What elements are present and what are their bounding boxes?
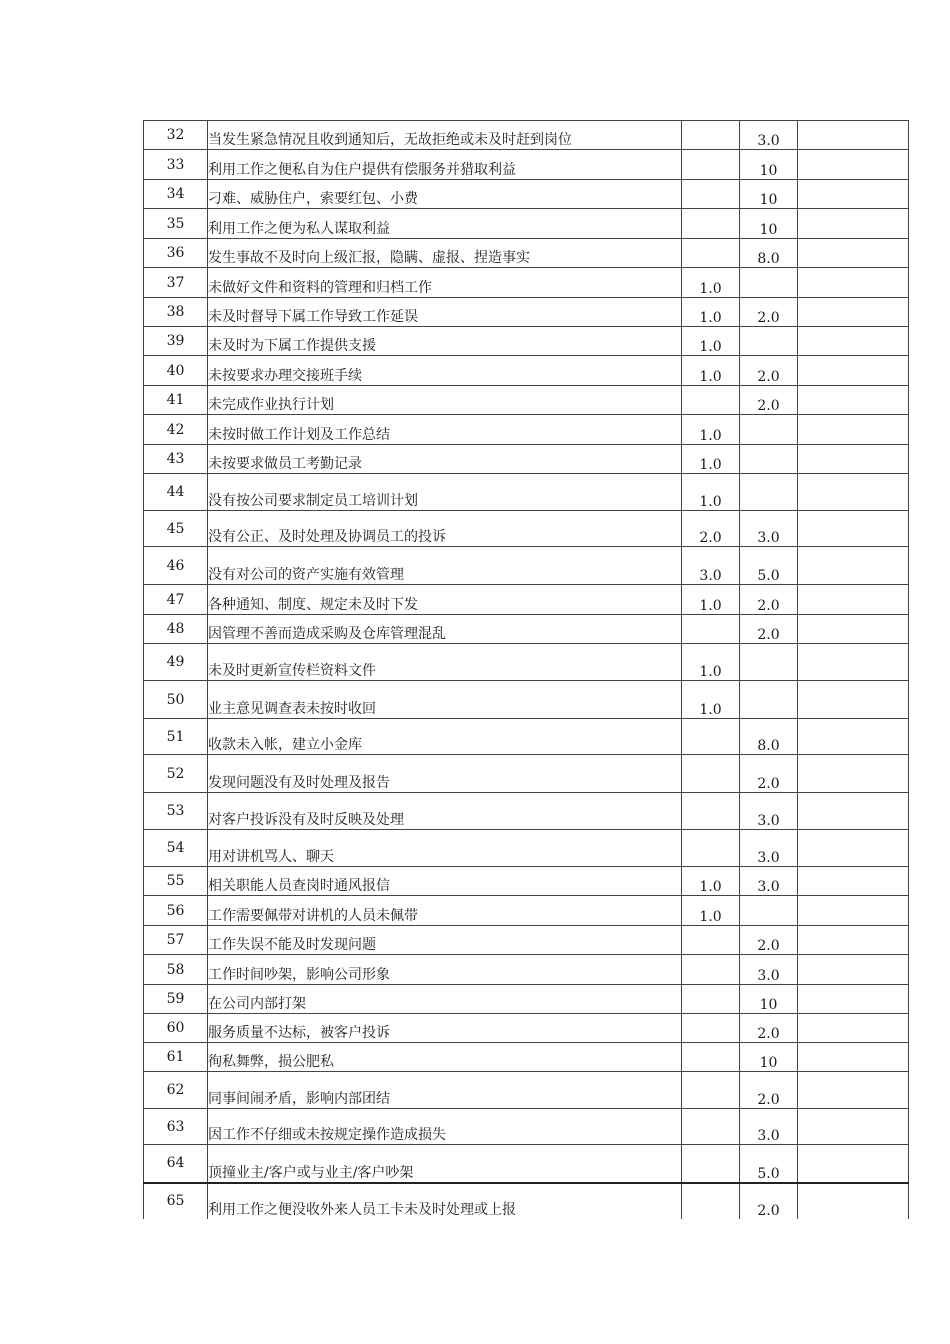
table-row [144, 356, 909, 386]
row-remark [798, 209, 909, 239]
row-remark [798, 755, 909, 793]
table-row [144, 445, 909, 474]
row-number: 41 [144, 386, 208, 415]
row-description: 各种通知、制度、规定未及时下发 [208, 585, 682, 615]
table-row [144, 386, 909, 415]
row-score-b [740, 415, 798, 445]
row-number: 33 [144, 150, 208, 180]
table-row [144, 1072, 909, 1109]
penalty-table [143, 120, 909, 1219]
row-description: 未及时为下属工作提供支援 [208, 327, 682, 356]
table-row [144, 1109, 909, 1145]
row-score-a: 1.0 [682, 644, 740, 681]
row-description: 工作时间吵架，影响公司形象 [208, 955, 682, 985]
table-row [144, 547, 909, 585]
row-remark [798, 121, 909, 150]
row-number: 60 [144, 1014, 208, 1043]
row-score-b: 2.0 [740, 1183, 798, 1219]
table-row [144, 867, 909, 896]
row-description: 未完成作业执行计划 [208, 386, 682, 415]
row-number: 53 [144, 793, 208, 830]
row-number: 54 [144, 830, 208, 867]
table-row [144, 793, 909, 830]
row-score-b [740, 681, 798, 719]
row-number: 38 [144, 298, 208, 327]
row-score-a [682, 1145, 740, 1183]
row-remark [798, 445, 909, 474]
table-row [144, 239, 909, 268]
row-score-b: 3.0 [740, 867, 798, 896]
row-number: 36 [144, 239, 208, 268]
row-description: 未及时督导下属工作导致工作延误 [208, 298, 682, 327]
row-score-a: 1.0 [682, 585, 740, 615]
row-remark [798, 150, 909, 180]
row-description: 未按要求做员工考勤记录 [208, 445, 682, 474]
row-remark [798, 896, 909, 926]
row-score-b [740, 327, 798, 356]
row-description: 顶撞业主/客户或与业主/客户吵架 [208, 1145, 682, 1183]
row-description: 未按时做工作计划及工作总结 [208, 415, 682, 445]
row-score-a [682, 755, 740, 793]
row-score-a: 1.0 [682, 327, 740, 356]
row-remark [798, 511, 909, 547]
row-number: 43 [144, 445, 208, 474]
row-score-a [682, 1043, 740, 1072]
row-score-b: 2.0 [740, 755, 798, 793]
row-score-a [682, 239, 740, 268]
row-number: 32 [144, 121, 208, 150]
row-score-a: 1.0 [682, 268, 740, 298]
row-description: 没有对公司的资产实施有效管理 [208, 547, 682, 585]
row-score-a: 1.0 [682, 298, 740, 327]
row-remark [798, 415, 909, 445]
row-description: 业主意见调查表未按时收回 [208, 681, 682, 719]
row-description: 没有公正、及时处理及协调员工的投诉 [208, 511, 682, 547]
row-description: 工作需要佩带对讲机的人员未佩带 [208, 896, 682, 926]
row-remark [798, 1072, 909, 1109]
row-score-b: 10 [740, 209, 798, 239]
row-score-b [740, 474, 798, 511]
row-description: 相关职能人员查岗时通风报信 [208, 867, 682, 896]
row-remark [798, 474, 909, 511]
table-row [144, 585, 909, 615]
table-row [144, 150, 909, 180]
row-remark [798, 681, 909, 719]
row-score-b: 2.0 [740, 298, 798, 327]
row-description: 刁难、威胁住户，索要红包、小费 [208, 180, 682, 209]
row-number: 35 [144, 209, 208, 239]
row-score-a: 1.0 [682, 867, 740, 896]
row-description: 工作失误不能及时发现问题 [208, 926, 682, 955]
row-score-b: 10 [740, 985, 798, 1014]
row-remark [798, 327, 909, 356]
row-remark [798, 867, 909, 896]
row-number: 40 [144, 356, 208, 386]
row-score-a [682, 793, 740, 830]
row-number: 47 [144, 585, 208, 615]
row-score-a [682, 955, 740, 985]
row-remark [798, 1109, 909, 1145]
row-remark [798, 1014, 909, 1043]
row-score-b: 5.0 [740, 547, 798, 585]
row-number: 55 [144, 867, 208, 896]
row-description: 发现问题没有及时处理及报告 [208, 755, 682, 793]
row-description: 用对讲机骂人、聊天 [208, 830, 682, 867]
row-number: 34 [144, 180, 208, 209]
row-score-a [682, 719, 740, 755]
row-number: 48 [144, 615, 208, 644]
table-row [144, 719, 909, 755]
row-remark [798, 356, 909, 386]
row-remark [798, 830, 909, 867]
table-row [144, 1183, 909, 1219]
row-remark [798, 180, 909, 209]
row-score-a: 3.0 [682, 547, 740, 585]
table-row [144, 415, 909, 445]
row-remark [798, 644, 909, 681]
row-number: 39 [144, 327, 208, 356]
table-row [144, 1145, 909, 1183]
row-score-b: 8.0 [740, 239, 798, 268]
row-remark [798, 985, 909, 1014]
row-score-b: 10 [740, 150, 798, 180]
row-number: 63 [144, 1109, 208, 1145]
table-row [144, 327, 909, 356]
row-score-a: 1.0 [682, 445, 740, 474]
row-number: 61 [144, 1043, 208, 1072]
row-score-b: 2.0 [740, 1014, 798, 1043]
row-number: 65 [144, 1183, 208, 1219]
row-score-b: 2.0 [740, 356, 798, 386]
row-remark [798, 793, 909, 830]
table-row [144, 644, 909, 681]
table-row [144, 298, 909, 327]
table-row [144, 896, 909, 926]
row-description: 徇私舞弊，损公肥私 [208, 1043, 682, 1072]
row-score-a [682, 1109, 740, 1145]
row-score-a [682, 386, 740, 415]
row-score-b: 10 [740, 180, 798, 209]
row-description: 在公司内部打架 [208, 985, 682, 1014]
row-score-a [682, 1014, 740, 1043]
row-number: 62 [144, 1072, 208, 1109]
table-row [144, 615, 909, 644]
row-score-b: 3.0 [740, 955, 798, 985]
row-score-b: 2.0 [740, 1072, 798, 1109]
table-row [144, 1014, 909, 1043]
row-score-b: 3.0 [740, 121, 798, 150]
row-score-a [682, 121, 740, 150]
row-number: 50 [144, 681, 208, 719]
row-number: 44 [144, 474, 208, 511]
row-score-b [740, 896, 798, 926]
table-row [144, 511, 909, 547]
row-score-a: 1.0 [682, 681, 740, 719]
row-score-a: 2.0 [682, 511, 740, 547]
row-description: 利用工作之便为私人谋取利益 [208, 209, 682, 239]
row-score-a [682, 926, 740, 955]
row-score-b: 2.0 [740, 926, 798, 955]
table-row [144, 926, 909, 955]
row-score-b: 10 [740, 1043, 798, 1072]
row-description: 当发生紧急情况且收到通知后，无故拒绝或未及时赶到岗位 [208, 121, 682, 150]
row-score-a: 1.0 [682, 474, 740, 511]
row-score-a [682, 985, 740, 1014]
row-score-a: 1.0 [682, 356, 740, 386]
row-score-b: 3.0 [740, 793, 798, 830]
row-number: 49 [144, 644, 208, 681]
row-score-a [682, 209, 740, 239]
row-score-b [740, 268, 798, 298]
row-description: 利用工作之便没收外来人员工卡未及时处理或上报 [208, 1183, 682, 1219]
row-number: 51 [144, 719, 208, 755]
row-description: 同事间闹矛盾，影响内部团结 [208, 1072, 682, 1109]
row-score-b: 3.0 [740, 1109, 798, 1145]
row-score-a: 1.0 [682, 896, 740, 926]
row-score-b: 3.0 [740, 511, 798, 547]
penalty-table-body [144, 121, 909, 1219]
row-score-b [740, 644, 798, 681]
row-number: 45 [144, 511, 208, 547]
row-remark [798, 955, 909, 985]
row-description: 利用工作之便私自为住户提供有偿服务并猎取利益 [208, 150, 682, 180]
row-score-a: 1.0 [682, 415, 740, 445]
table-row [144, 121, 909, 150]
row-description: 因管理不善而造成采购及仓库管理混乱 [208, 615, 682, 644]
row-number: 46 [144, 547, 208, 585]
row-number: 52 [144, 755, 208, 793]
row-description: 服务质量不达标，被客户投诉 [208, 1014, 682, 1043]
row-score-b: 5.0 [740, 1145, 798, 1183]
row-remark [798, 386, 909, 415]
table-row [144, 985, 909, 1014]
row-score-b: 2.0 [740, 615, 798, 644]
row-remark [798, 1183, 909, 1219]
row-remark [798, 615, 909, 644]
table-row [144, 474, 909, 511]
row-remark [798, 926, 909, 955]
row-number: 56 [144, 896, 208, 926]
table-row [144, 1043, 909, 1072]
row-score-a [682, 1183, 740, 1219]
row-description: 收款未入帐，建立小金库 [208, 719, 682, 755]
row-remark [798, 1145, 909, 1183]
row-remark [798, 719, 909, 755]
row-score-a [682, 180, 740, 209]
row-remark [798, 585, 909, 615]
row-description: 因工作不仔细或未按规定操作造成损失 [208, 1109, 682, 1145]
row-score-b: 2.0 [740, 386, 798, 415]
row-remark [798, 239, 909, 268]
row-number: 37 [144, 268, 208, 298]
row-remark [798, 1043, 909, 1072]
table-row [144, 268, 909, 298]
row-description: 发生事故不及时向上级汇报，隐瞒、虚报、捏造事实 [208, 239, 682, 268]
row-score-b: 8.0 [740, 719, 798, 755]
row-score-a [682, 150, 740, 180]
row-number: 57 [144, 926, 208, 955]
table-row [144, 180, 909, 209]
row-description: 未及时更新宣传栏资料文件 [208, 644, 682, 681]
row-number: 58 [144, 955, 208, 985]
table-row [144, 955, 909, 985]
row-number: 59 [144, 985, 208, 1014]
row-description: 对客户投诉没有及时反映及处理 [208, 793, 682, 830]
row-score-a [682, 615, 740, 644]
row-remark [798, 547, 909, 585]
row-number: 64 [144, 1145, 208, 1183]
row-description: 未按要求办理交接班手续 [208, 356, 682, 386]
row-description: 没有按公司要求制定员工培训计划 [208, 474, 682, 511]
row-score-b: 3.0 [740, 830, 798, 867]
row-remark [798, 298, 909, 327]
table-row [144, 830, 909, 867]
row-number: 42 [144, 415, 208, 445]
table-row [144, 681, 909, 719]
row-score-a [682, 830, 740, 867]
table-row [144, 209, 909, 239]
table-row [144, 755, 909, 793]
row-score-a [682, 1072, 740, 1109]
row-remark [798, 268, 909, 298]
row-score-b: 2.0 [740, 585, 798, 615]
row-score-b [740, 445, 798, 474]
row-description: 未做好文件和资料的管理和归档工作 [208, 268, 682, 298]
